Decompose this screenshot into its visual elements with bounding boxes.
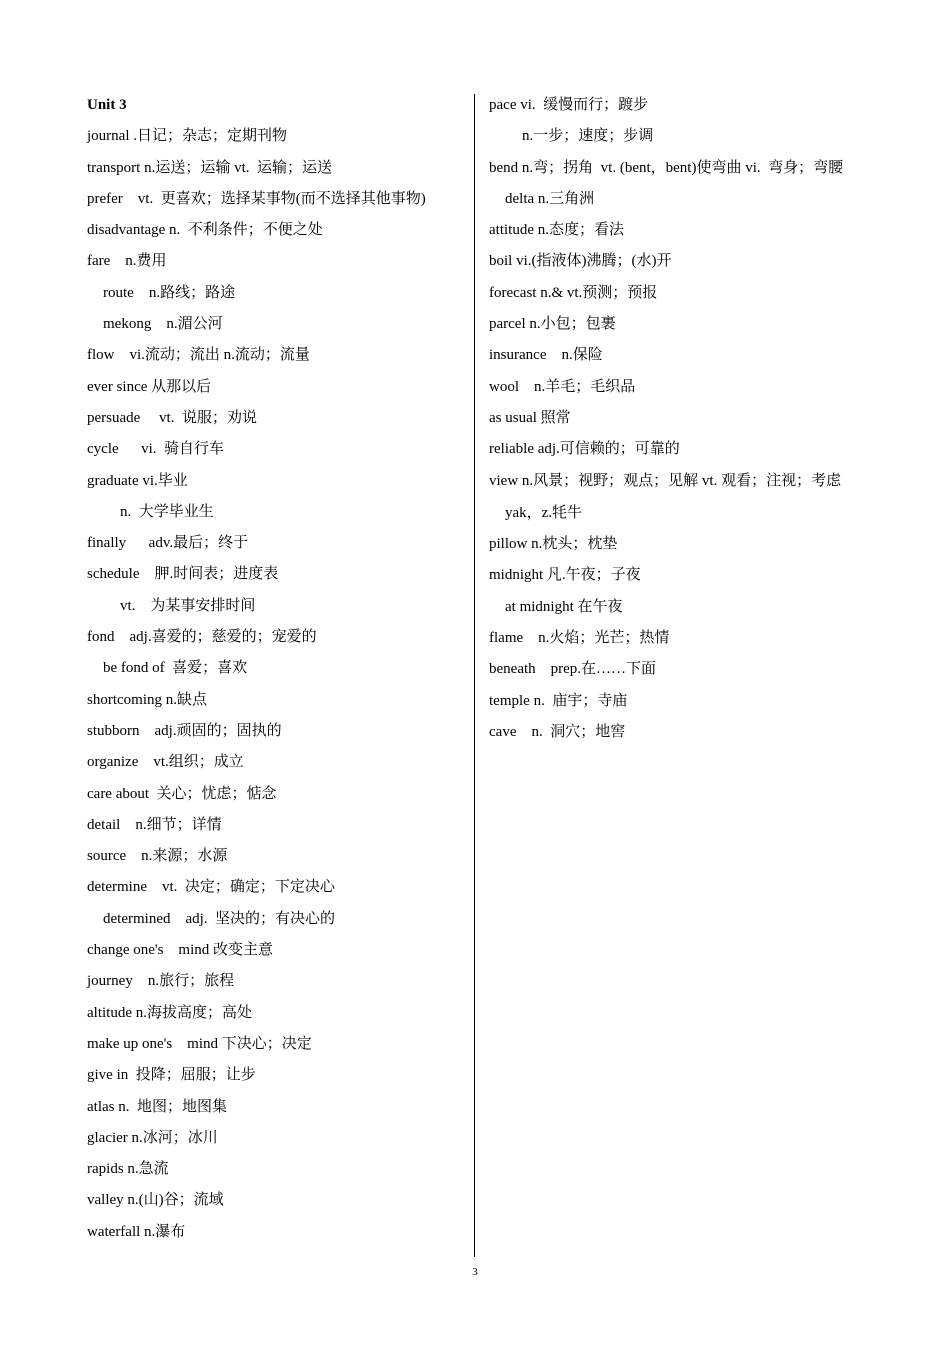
vocab-entry: waterfall n.瀑布	[87, 1223, 186, 1240]
vocab-entry: view n.风景；视野；观点；见解 vt. 观看；注视；考虑	[489, 472, 842, 489]
vocab-entry: source n.来源；水源	[87, 848, 228, 865]
vocab-entry: determine vt. 决定；确定；下定决心	[87, 879, 335, 896]
vocab-entry: insurance n.保险	[489, 347, 603, 364]
vocab-entry: determined adj. 坚决的；有决心的	[103, 910, 336, 927]
vocab-entry: schedule 胛.时间表；进度表	[87, 566, 279, 583]
vocab-entry: pillow n.枕头；枕垫	[489, 536, 618, 553]
vocab-entry: be fond of 喜爱；喜欢	[103, 660, 248, 677]
vocab-entry: temple n. 庙宇；寺庙	[489, 692, 628, 709]
unit-heading: Unit 3	[87, 97, 127, 113]
vocab-entry: attitude n.态度；看法	[489, 222, 624, 239]
vocab-entry: graduate vi.毕业	[87, 472, 188, 489]
vocab-entry: flow vi.流动；流出 n.流动；流量	[87, 347, 310, 364]
vocab-entry: disadvantage n. 不利条件；不便之处	[87, 222, 323, 239]
vocab-entry: care about 关心；忧虑；惦念	[87, 785, 277, 802]
vocab-entry: forecast n.& vt.预测；预报	[489, 284, 658, 301]
vocab-entry: cave n. 洞穴；地窖	[489, 723, 626, 740]
vocab-entry: fare n.费用	[87, 253, 167, 270]
left-column	[87, 92, 467, 1250]
vocab-entry: prefer vt. 更喜欢；选择某事物(而不选择其他事物)	[87, 190, 426, 207]
column-divider	[474, 94, 475, 1257]
vocab-entry: atlas n. 地图；地图集	[87, 1098, 227, 1115]
vocab-entry: ever since 从那以后	[87, 378, 212, 395]
vocab-entry: rapids n.急流	[87, 1161, 169, 1178]
vocab-entry: as usual 照常	[489, 409, 571, 426]
vocab-entry: organize vt.组织；成立	[87, 754, 244, 771]
vocab-entry: journal .日记；杂志；定期刊物	[87, 128, 287, 145]
vocab-entry: detail n.细节；详情	[87, 816, 222, 833]
vocab-entry: boil vi.(指液体)沸腾；(水)开	[489, 253, 672, 270]
vocab-entry: transport n.运送；运输 vt. 运输；运送	[87, 159, 332, 176]
vocab-entry: mekong n.湄公河	[103, 316, 223, 333]
vocab-entry: n. 大学毕业生	[120, 503, 214, 520]
vocab-entry: parcel n.小包；包裹	[489, 316, 616, 333]
right-column	[489, 92, 869, 750]
vocab-entry: route n.路线；路途	[103, 284, 236, 301]
vocab-entry: valley n.(山)谷；流域	[87, 1192, 224, 1209]
vocab-entry: glacier n.冰河；冰川	[87, 1129, 218, 1146]
vocab-entry: persuade vt. 说服；劝说	[87, 409, 257, 426]
vocab-entry: flame n.火焰；光芒；热情	[489, 630, 670, 647]
vocab-entry: make up one's mind 下决心；决定	[87, 1035, 312, 1052]
vocab-entry: beneath prep.在……下面	[489, 661, 657, 678]
vocab-entry: altitude n.海拔高度；高处	[87, 1004, 252, 1021]
vocab-entry: wool n.羊毛；毛织品	[489, 378, 636, 395]
vocab-entry: change one's mind 改变主意	[87, 942, 274, 959]
vocab-entry: bend n.弯；拐角 vt. (bent，bent)使弯曲 vi. 弯身；弯腰	[489, 159, 844, 176]
vocab-entry: n.一步；速度；步调	[522, 128, 654, 145]
vocab-entry: reliable adj.可信赖的；可靠的	[489, 441, 680, 458]
vocab-entry: at midnight 在午夜	[505, 598, 623, 615]
vocab-entry: fond adj.喜爱的；慈爱的；宠爱的	[87, 629, 317, 646]
vocab-entry: cycle vi. 骑自行车	[87, 441, 225, 458]
vocab-entry: pace vi. 缓慢而行；踱步	[489, 97, 649, 113]
vocab-entry: vt. 为某事安排时间	[120, 597, 256, 614]
vocab-entry: give in 投降；屈服；让步	[87, 1067, 256, 1084]
vocab-entry: stubborn adj.顽固的；固执的	[87, 722, 282, 739]
vocab-entry: delta n.三角洲	[505, 190, 595, 207]
vocab-entry: yak，z.牦牛	[505, 504, 583, 521]
page-number: 3	[472, 1266, 478, 1278]
vocab-entry: journey n.旅行；旅程	[87, 973, 235, 990]
vocab-entry: midnight 凡.午夜；子夜	[489, 567, 641, 584]
vocab-entry: shortcoming n.缺点	[87, 691, 207, 708]
vocab-entry: finally adv.最后；终于	[87, 535, 249, 552]
